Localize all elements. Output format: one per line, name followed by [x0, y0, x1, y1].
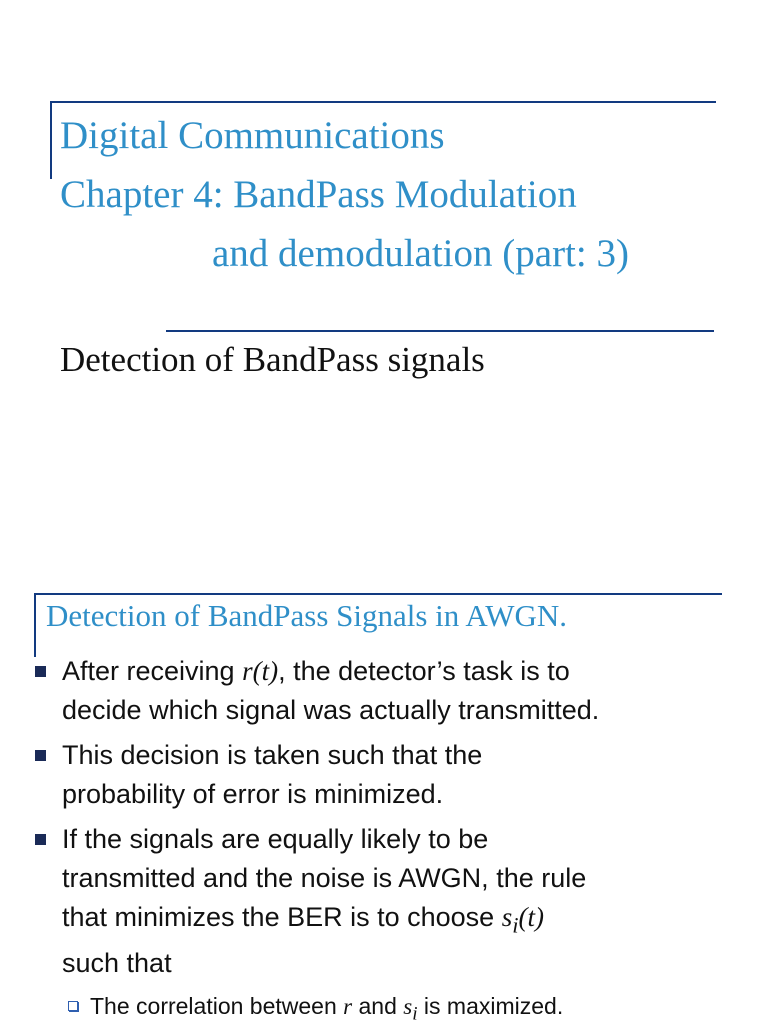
bullet-3-line-1: If the signals are equally likely to be [62, 824, 489, 854]
sub-bullet-item-1 [0, 989, 768, 1032]
bullet-item-2 [0, 736, 768, 814]
bullet-3-line-2: transmitted and the noise is AWGN, the rule [62, 863, 587, 893]
title-left-bar [50, 101, 52, 179]
bullet-2-line-2: probability of error is minimized. [62, 779, 444, 809]
title-line-3: and demodulation (part: 3) [212, 232, 629, 275]
square-bullet-icon [35, 834, 46, 845]
subtitle-rule [166, 330, 714, 332]
bullet-item-1 [0, 652, 768, 730]
bullet-list [0, 652, 768, 1032]
title-top-rule [52, 101, 716, 103]
bullet-item-3 [0, 820, 768, 983]
title-line-1: Digital Communications [60, 114, 445, 157]
slide-heading: Detection of BandPass Signals in AWGN. [46, 598, 568, 633]
slide-subtitle: Detection of BandPass signals [60, 340, 485, 379]
title-line-2: Chapter 4: BandPass Modulation [60, 173, 577, 216]
heading-left-bar [34, 593, 36, 657]
bullet-2-line-1: This decision is taken such that the [62, 740, 483, 770]
title-slide [0, 0, 768, 512]
bullet-1-line-1: After receiving r(t), the detector’s task is to [62, 656, 570, 686]
hollow-square-bullet-icon [68, 1001, 78, 1011]
heading-top-rule [34, 593, 722, 595]
bullet-3-line-3: that minimizes the BER is to choose $s_i(t)$ [62, 902, 544, 938]
bullet-3-line-4: such that [62, 948, 172, 979]
square-bullet-icon [35, 750, 46, 761]
bullet-1-line-2: decide which signal was actually transmitted. [62, 695, 600, 725]
slide-title [60, 106, 740, 283]
content-slide [0, 512, 768, 1024]
square-bullet-icon [35, 666, 46, 677]
sub-bullet-1-text: The correlation between r and $s_i$ is maximized. [90, 993, 564, 1025]
